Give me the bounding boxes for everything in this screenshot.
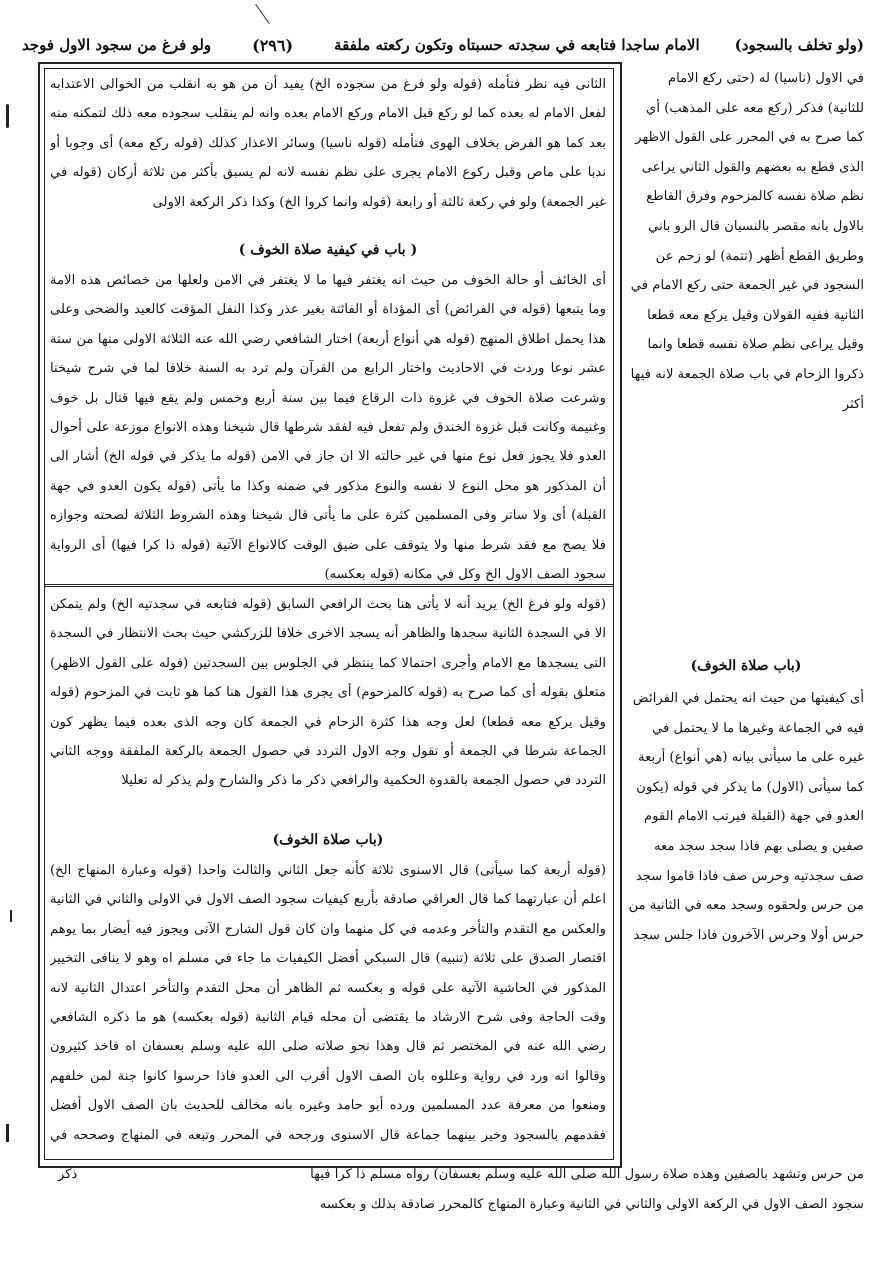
section-heading-upper: ( باب في كيفية صلاة الخوف ) <box>238 242 418 258</box>
bottom-line-1-left: ذكر <box>58 1167 78 1182</box>
bottom-line-2: سجود الصف الاول في الركعة الاولى والثاني في الثانية وعبارة المنهاج كالمحرر صادقة بذلك و بعكسه <box>319 1197 864 1212</box>
page-number: (٢٩٦) <box>252 35 294 55</box>
header-right-run: (ولو تخلف بالسجود) <box>734 36 864 54</box>
commentary-lower-paragraph: (قوله ولو فرغ الخ) يريد أنه لا يأتى هنا بحث الرافعي السابق (قوله فتابعه في سجدتيه الخ) ولم يتمكن الا في السجدة الثانية سجدها والظاهر أنه يسجد الاخرى خلافا للزركشي حيث بحث الانتظار في السجدة التى يسجدها مع الامام وأجرى احتمالا كما ينتظر في الجلوس بين السجدتين (قوله على القول الاظهر) متعلق بقوله أى كما صرح به (قوله كالمزحوم) أى يجرى هذا القول هنا كما هو ثابت في المزحوم (قوله وقيل يركع معه قطعا) لعل وجه هذا كثرة الزحام في الجمعة كان وجه الذى بعده فيما يظهر كون الجماعة شرطا في الجمعة أو تقول وجه الاول التردد في حصول الجمعة بالركعة الملفقة ووجه الثاني التردد في حصول الجمعة بالقدوة الحكمية والرافعي ذكر ما ذكر والشارح ولم يذكر له تعليلا <box>50 597 606 789</box>
header-middle-run: الامام ساجدا فتابعه في سجدته حسبتاه وتكون ركعته ملفقة <box>334 36 700 54</box>
scan-edge-mark-bottom <box>6 1124 9 1142</box>
bottom-line-1: من حرس وتشهد بالصفين وهذه صلاة رسول الله صلى الله عليه وسلم بعسفان) رواه مسلم ذا كرا فيها <box>310 1167 864 1182</box>
commentary-lower-paragraph-2: (قوله أربعة كما سيأتى) قال الاسنوى ثلاثة كأنه جعل الثاني والثالث واحدا (قوله وعبارة المنهاج الخ) اعلم أن عبارتهما كما قال العراقي صادقة بأربع كيفيات سجود الصف الاول في الاولى والثاني في الثانية والعكس مع التقدم والتأخر وعدمه في كل منهما وان كان قول الشارح الآتى ويجوز فيه أيضار بما يوهم اقتصار الصدق على ثلاثة (تنبيه) قال السبكي أفضل الكيفيات ما جاء في مسلم اه وهو لا ينافى التخيير المذكور في الحاشية الآتية على قوله و بعكسه ثم الظاهر أن محل التقدم والتأخر اعتدال الثانية لانه وقت الحاجة وفى شرح الارشاد ما يقتضى أن محله قيام الثانية (قوله بعكسه) هو ما ذكره الشافعي رضي الله عنه في المختصر ثم قال وهذا نحو صلاته صلى الله عليه وسلم بعسفان اه فاخذ كثيرون وقالوا انه ورد في رواية وعللوه بان الصف الاول أقرب الى العدو فاذا حرسوا كانوا جنة لمن خلفهم ومنعوا من معرفة عدد المسلمين ورده أبو حامد وغيره بانه مخالف للحديث بان الصف الاول أفضل فقدمهم بالسجود وخير بينهما جماعة قال الاسنوى ورجحه في المحرر وتبعه في المنهاج وصححه في <box>50 863 606 1143</box>
scan-crease-mark <box>255 4 270 24</box>
margin-text-lower: أى كيفيتها من حيث انه يحتمل في الفرائض فيه في الجماعة وغيرها ما لا يحتمل في غيره على ما سيأتى بيانه (هي أنواع) أربعة كما سيأتى (الاول) ما يذكر في قوله (يكون العدو في جهة (القبلة فيرتب الامام القوم صفين و يصلى بهم فاذا سجد سجد معه صف سجدتيه وحرس صف فاذا قاموا سجد من حرس ولحقوه وسجد معه في الثانية من حرس أولا وحرس الآخرون فاذا جلس سجد <box>628 691 864 943</box>
commentary-upper-paragraph: الثانى فيه نظر فتأمله (قوله ولو فرغ من سجوده الخ) يفيد أن من هو به انقلب من الخوالى الاعتدابه لفعل الامام له بعده كما لو ركع قبل الامام وركع الامام بعده وانه لم ينقلب سجوده معه ذلك لتمكنه منه بعد كما هو الفرض بخلاف الهوى فتأمله (قوله ناسيا) وسائر الاعذار كذلك (قوله ركع معه) أى وجوبا أو ندبا على ماص وقبل ركوع الامام يجرى على نظم نفسه لانه لم يسبق بأكثر من ثلاثة أركان (قوله في غير الجمعة) ولو في ركعة ثالثة أو رابعة (قوله وانما كروا الخ) وكذا ذكر الركعة الاولى <box>50 77 606 210</box>
header-left-run: ولو فرغ من سجود الاول فوجد <box>22 36 212 54</box>
running-header <box>22 30 864 60</box>
section-divider <box>44 584 614 587</box>
scan-edge-mark-top <box>6 104 9 128</box>
commentary-upper-paragraph-2: أى الخائف أو حالة الخوف من حيث انه يغتفر فيها ما لا يغتفر في الامن ولعلها من خصائص هذه الامة وما يتبعها (قوله في الفرائض) أى المؤداة أو الفائتة بغير عذر وكذا النفل المؤقت كالعيد والضحى وعلى هذا يحمل اطلاق المنهج (قوله هي أنواع أربعة) اختار الشافعي رضي الله عنه الثلاثة الاولى منها من ستة عشر نوعا وردت في الاحاديث واختار الرابع من القرآن ولم ترد به السنة خلافا لما في شرح شيخنا وشرعت صلاة الخوف في غزوة ذات الرقاع فيما بين سنة أربع وخمس ولم يقع فيها قتال بل خوف وغنيمة وكانت قبل غزوة الخندق ولم تفعل فيه لفقد شرطها قال شيخنا وهذه الانواع موزعة على أحوال العدو فلا يجوز فعل نوع منها في غير حالته الا ان جاز في الامن (قوله ما يذكر في قوله الخ) أشار الى أن المذكور هو محل النوع لا نفسه والنوع مذكور في ضمنه وكذا ما يأتى (قوله يكون العدو في جهة القبلة) أى ولا ساتر وفى المسلمين كثرة على ما يأتى قال شيخنا وهذه الشروط الثلاثة لصحته وجوازه فلا يصح مع فقد شرط منها ولا يتوقف على ضيق الوقت كالانواع الآتية (قوله ذا كرا فيها) أى الرواية سجود الصف الاول الخ وكل في مكانه (قوله بعكسه) <box>50 273 606 582</box>
margin-text-upper: في الاول (ناسيا) له (حتى ركع الامام للثانية) فذكر (ركع معه على المذهب) أي كما صرح به في المحرر على القول الاظهر الذى قطع به بعضهم والقول الثاني يراعى نظم صلاة نفسه كالمزحوم وفرق القاطع بالاول بانه مقصر بالنسيان قال الرو باني وطريق القطع أظهر (تتمة) لو زحم عن السجود في غير الجمعة حتى ركع الامام في الثانية ففيه القولان وقيل يركع معه قطعا وقيل يراعى نظم صلاة نفسه قطعا وانما ذكروا الزحام في باب صلاة الجمعة لانه فيها أكثر <box>630 71 864 412</box>
margin-heading: (باب صلاة الخوف) <box>690 658 802 674</box>
scan-edge-mark-middle <box>10 910 12 922</box>
section-heading-lower: (باب صلاة الخوف) <box>272 832 384 848</box>
